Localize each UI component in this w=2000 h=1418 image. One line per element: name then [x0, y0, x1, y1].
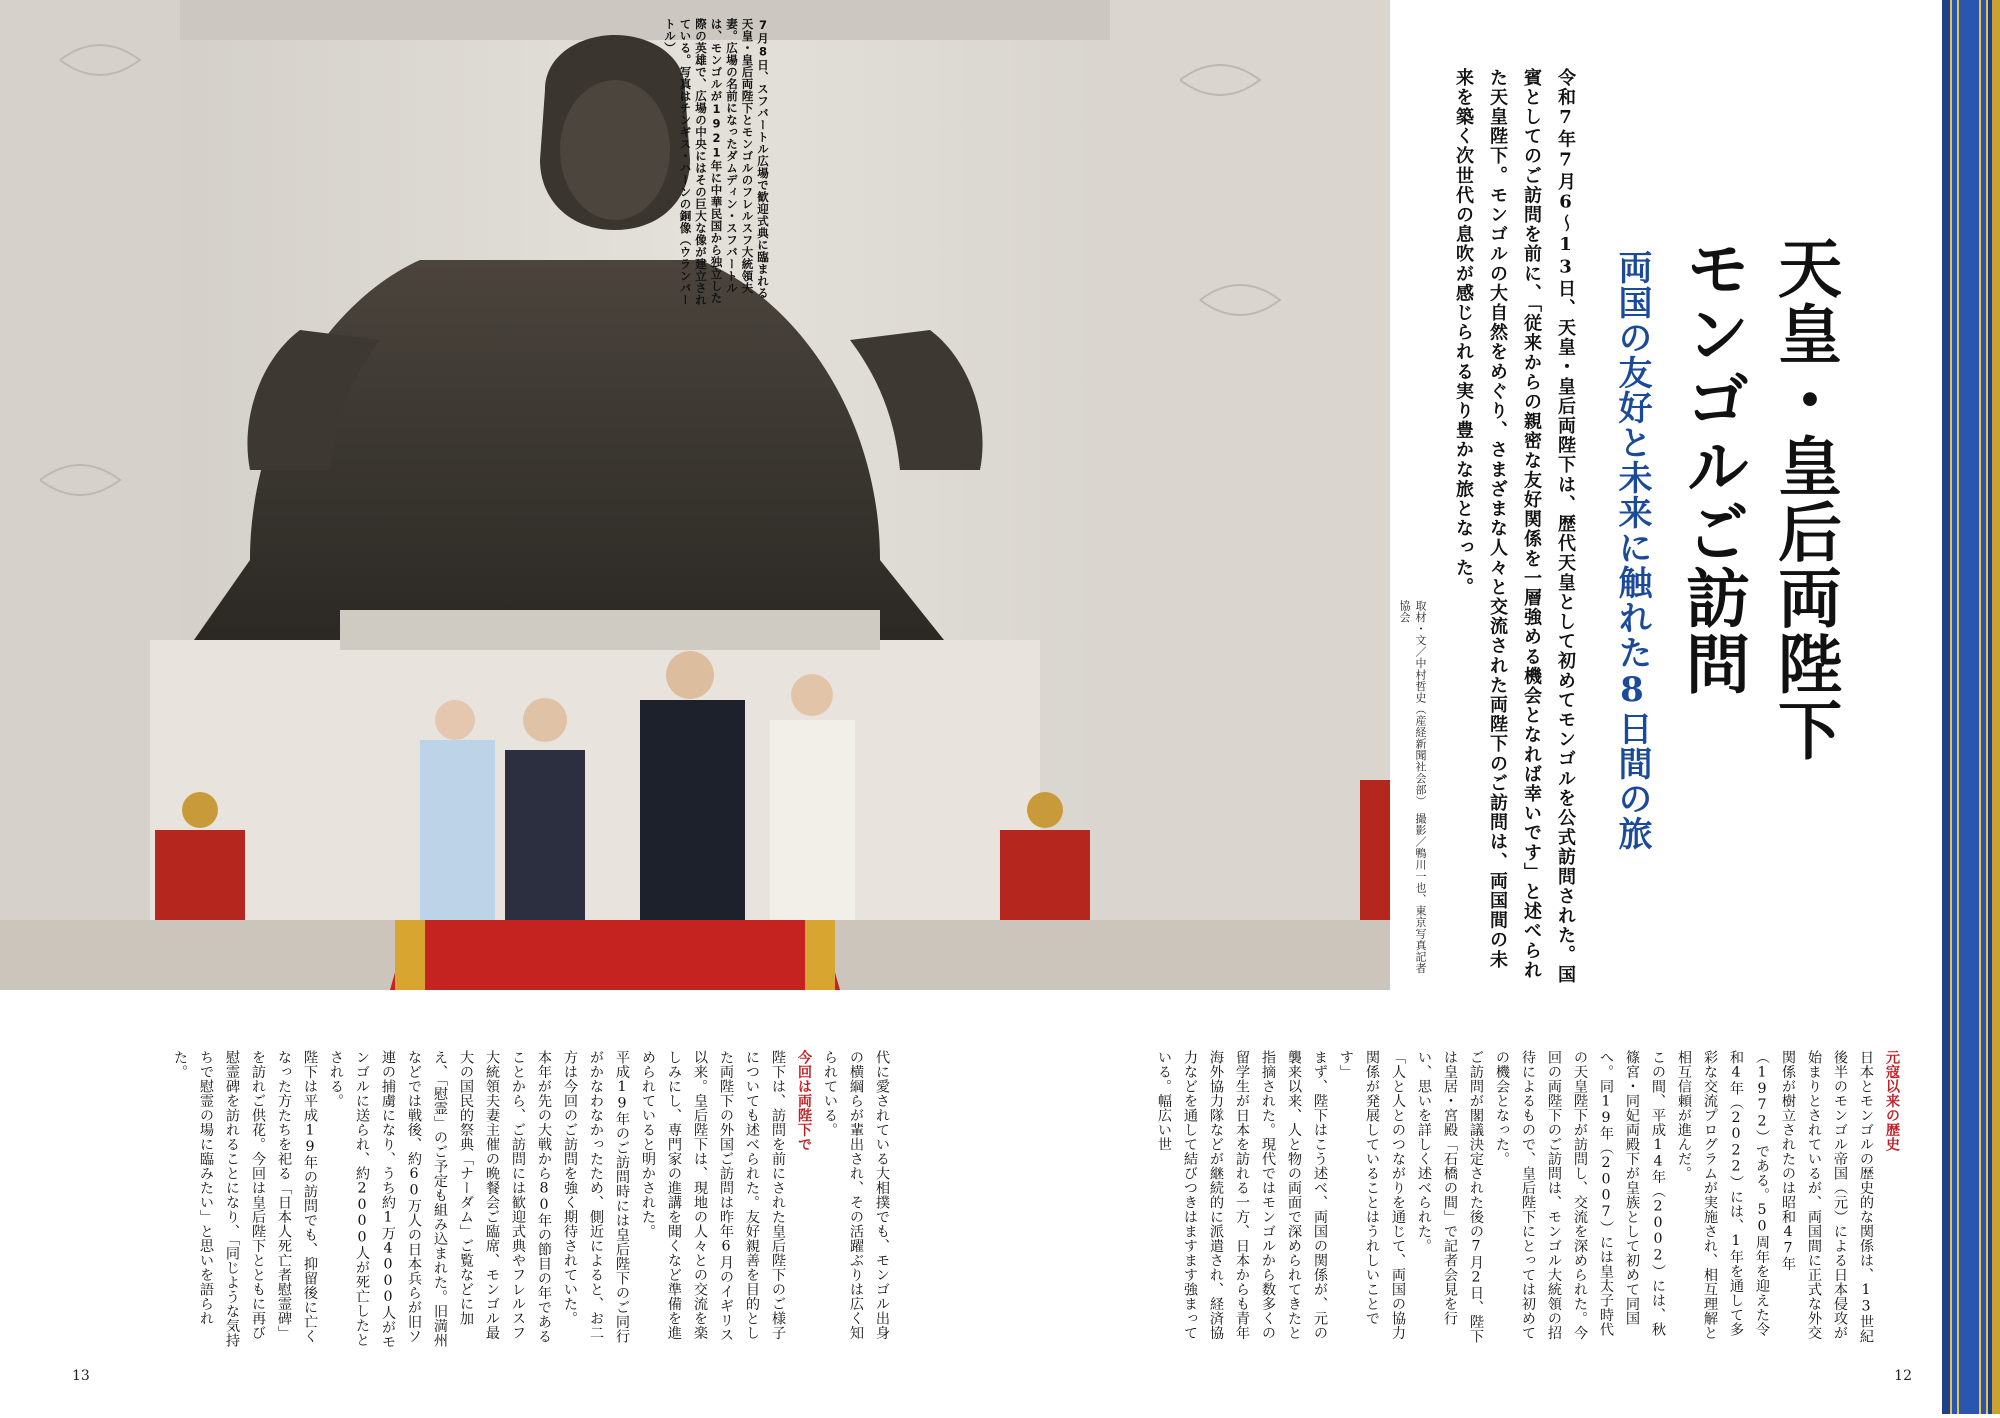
- section-heading-both-majesties: 今回は両陛下で: [796, 1050, 812, 1152]
- page-number-left: 13: [72, 1368, 90, 1384]
- section-body-history: 日本とモンゴルの歴史的な関係は、13世紀後半のモンゴル帝国（元）による日本侵攻が始まりとされているが、両国間に正式な外交関係が樹立されたのは昭和47年（1972）である。50周年を迎えた令和4年（2022）には、1年を通して多彩な交流プログラムが実施され、相互理解と相互信頼が進んだ。 この間、平成14年（2002）には、秋篠宮・同妃両殿下が皇族として初めて同国へ。同19年（2007）には皇太子時代の天皇陛下が訪問し、交流を深められた。今回の両陛下のご訪問は、モンゴル大統領の招待によるもので、皇后陛下にとっては初めての機会となった。 ご訪問が閣議決定された後の7月2日、陛下は皇居・宮殿「石橋の間」で記者会見を行い、思いを詳しく述べられた。 「人と人とのつながりを通じて、両国の協力関係が発展していることはうれしいことです」 まず、陛下はこう述べ、両国の関係が、元の襲来以来、人と物の両面で深められてきたと指摘された。現代ではモンゴルから数多くの留学生が日本を訪れる一方、日本からも青年海外協力隊などが継続的に派遣され、経済協力などを通して結びつきはますます強まっている。幅広い世: [1156, 1050, 1874, 1344]
- section-heading-history: 元寇以来の歴史: [1884, 1050, 1900, 1152]
- title-line-1: 天皇・皇后両陛下: [1767, 235, 1842, 763]
- body-column-right: [1151, 1050, 1905, 1350]
- border-pattern: [1950, 0, 1988, 1414]
- subtitle: 両国の友好と未来に触れた8日間の旅: [1612, 250, 1652, 851]
- title-line-2: モンゴルご訪問: [1675, 235, 1750, 697]
- credit-line: 取材・文／中村哲史（産経新聞社会部） 撮影／鴨川一也、東京写真記者協会: [1398, 600, 1427, 974]
- photo-caption: 7月8日、スフバートル広場で歓迎式典に臨まれる天皇・皇后両陛下とモンゴルのフレルスフ大統領夫妻。広場の名前になったダムディン・スフバートルは、モンゴルが1921年に中華民国から独立した際の英雄で、広場の中央にはその巨大な像が建立されている。写真はチンギス・ハーンの銅像（ウランバートル）: [663, 18, 770, 306]
- section-body-both-majesties: 陛下は、訪問を前にされた皇后陛下のご様子についても述べられた。友好親善を目的とした両陛下の外国ご訪問は昨年6月のイギリス以来。皇后陛下は、現地の人々との交流を楽しみにし、専門家の進講を聞くなど準備を進められていると明かされた。 平成19年のご訪問時には皇后陛下のご同行がかなわなかったため、側近によると、お二方は今回のご訪問を強く期待されていた。 本年が先の大戦から80年の節目の年であることから、ご訪問には歓迎式典やフレルスフ大統領夫妻主催の晩餐会ご臨席、モンゴル最大の国民的祭典「ナーダム」ご覧などに加え、「慰霊」のご予定も組み込まれた。旧満州などでは戦後、約60万人の日本兵らが旧ソ連の捕虜になり、うち約1万4000人がモンゴルに送られ、約2000人が死亡したとされる。 陛下は平成19年の訪問でも、抑留後に亡くなった方たちを祀る「日本人死亡者慰霊碑」を訪れご供花。今回は皇后陛下とともに再び慰霊碑を訪れることになり、「同じような気持ちで慰霊の場に臨みたい」と思いを語られた。: [172, 1050, 786, 1349]
- body-column-left: [167, 1050, 895, 1350]
- section-body-continued: 代に愛されている大相撲でも、モンゴル出身の横綱らが輩出され、その活躍ぶりは広く知られている。: [822, 1050, 890, 1340]
- key-pattern-icon: [1952, 0, 1986, 1414]
- border-gold-strip: [1992, 0, 2000, 1414]
- page-number-right: 12: [1894, 1368, 1912, 1384]
- lead-paragraph: 令和7年7月6〜13日、天皇・皇后両陛下は、歴代天皇として初めてモンゴルを公式訪問された。国賓としてのご訪問を前に、「従来からの親密な友好関係を一層強める機会となれば幸いです」と述べられた天皇陛下。モンゴルの大自然をめぐり、さまざまな人々と交流された両陛下のご訪問は、両国間の未来を築く次世代の息吹が感じられる実り豊かな旅となった。: [1453, 68, 1576, 985]
- page-title: [1666, 235, 1850, 915]
- decorative-border: [1942, 0, 2000, 1414]
